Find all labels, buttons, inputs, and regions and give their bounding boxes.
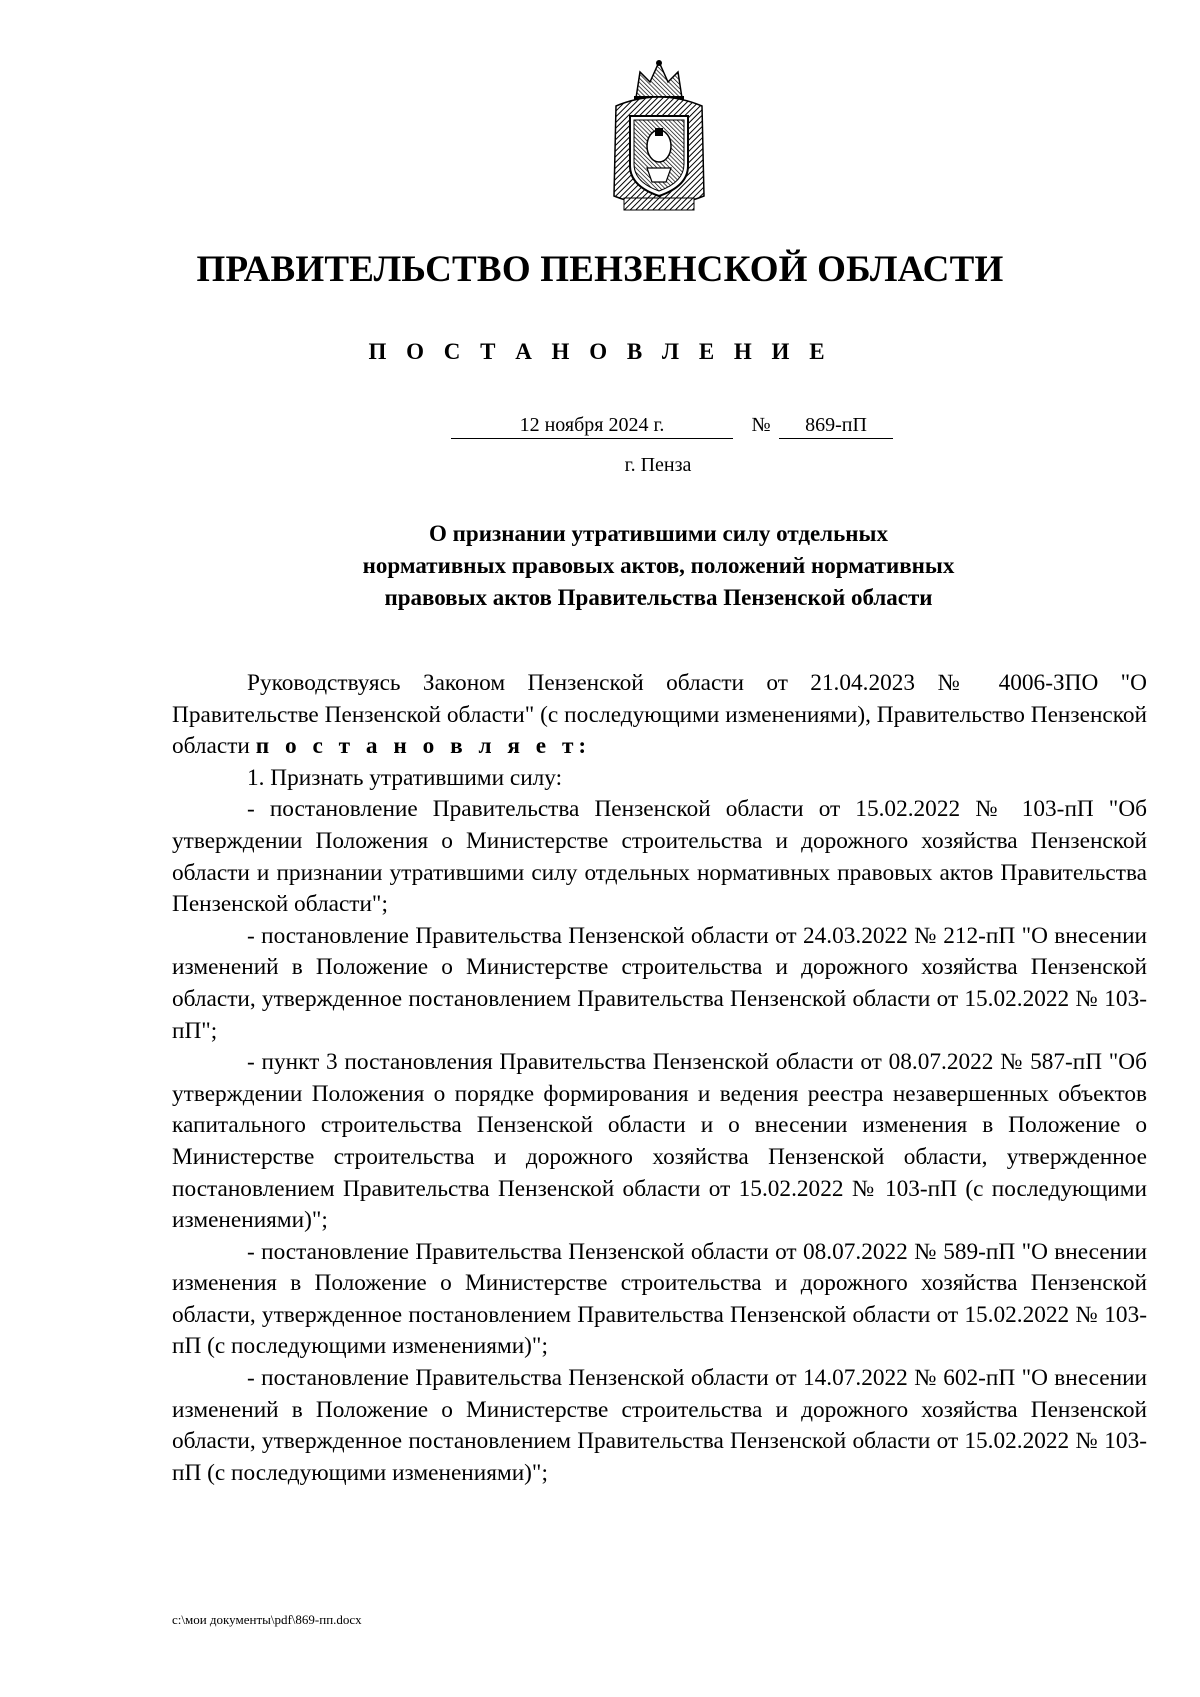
list-item: - постановление Правительства Пензенской области от 24.03.2022 № 212-пП "О внесении изменений в Положение о Министерстве строительства и дорожного хозяйства Пензенской области, утвержденное постановлением Правительства Пензенской области от 15.02.2022 № 103-пП";	[172, 922, 1147, 1044]
list-item: - постановление Правительства Пензенской области от 14.07.2022 № 602-пП "О внесении изменений в Положение о Министерстве строительства и дорожного хозяйства Пензенской области, утвержденное постановлением Правительства Пензенской области от 15.02.2022 № 103-пП (с последующими изменениями)";	[172, 1365, 1147, 1486]
preamble-paragraph	[172, 668, 1147, 763]
list-item: - постановление Правительства Пензенской области от 15.02.2022 № 103-пП "Об утверждении Положения о Министерстве строительства и дорожного хозяйства Пензенской области и признании утратившими силу отдельных нормативных правовых актов Правительства Пензенской области";	[172, 796, 1147, 918]
preamble-text: Руководствуясь Законом Пензенской области от 21.04.2023 № 4006-ЗПО "О Правительстве Пензенской области" (с последующими изменениями), Правительство Пензенской области	[172, 670, 1147, 760]
decree-word: п о с т а н о в л я е т:	[255, 733, 592, 760]
document-type-heading: П О С Т А Н О В Л Е Н И Е	[368, 339, 832, 364]
document-date: 12 ноября 2024 г.	[451, 412, 733, 439]
subject-line: О признании утратившими силу отдельных	[429, 521, 888, 546]
document-number: 869-пП	[779, 412, 893, 439]
government-title: ПРАВИТЕЛЬСТВО ПЕНЗЕНСКОЙ ОБЛАСТИ	[196, 249, 1004, 290]
subject-line: правовых актов Правительства Пензенской области	[384, 585, 933, 610]
issuing-city: г. Пенза	[624, 454, 692, 476]
file-path-footer: c:\мои документы\pdf\869-пп.docx	[172, 1612, 362, 1627]
list-item: - пункт 3 постановления Правительства Пензенской области от 08.07.2022 № 587-пП "Об утверждении Положения о порядке формирования и ведения реестра незавершенных объектов капитального строительства Пензенской области и о внесении изменения в Положение о Министерстве строительства и дорожного хозяйства Пензенской области, утвержденное постановлением Правительства Пензенской области от 15.02.2022 № 103-пП (с последующими изменениями)";	[172, 1049, 1147, 1234]
coat-of-arms-icon	[606, 58, 712, 214]
number-sign: №	[751, 414, 771, 436]
document-subject	[200, 518, 1117, 614]
list-item: - постановление Правительства Пензенской области от 08.07.2022 № 589-пП "О внесении изменения в Положение о Министерстве строительства и дорожного хозяйства Пензенской области, утвержденное постановлением Правительства Пензенской области от 15.02.2022 № 103-пП (с последующими изменениями)";	[172, 1238, 1147, 1360]
subject-line: нормативных правовых актов, положений нормативных	[362, 553, 955, 578]
clause-paragraph: 1. Признать утратившими силу:	[247, 764, 563, 791]
document-body	[172, 668, 1147, 1489]
